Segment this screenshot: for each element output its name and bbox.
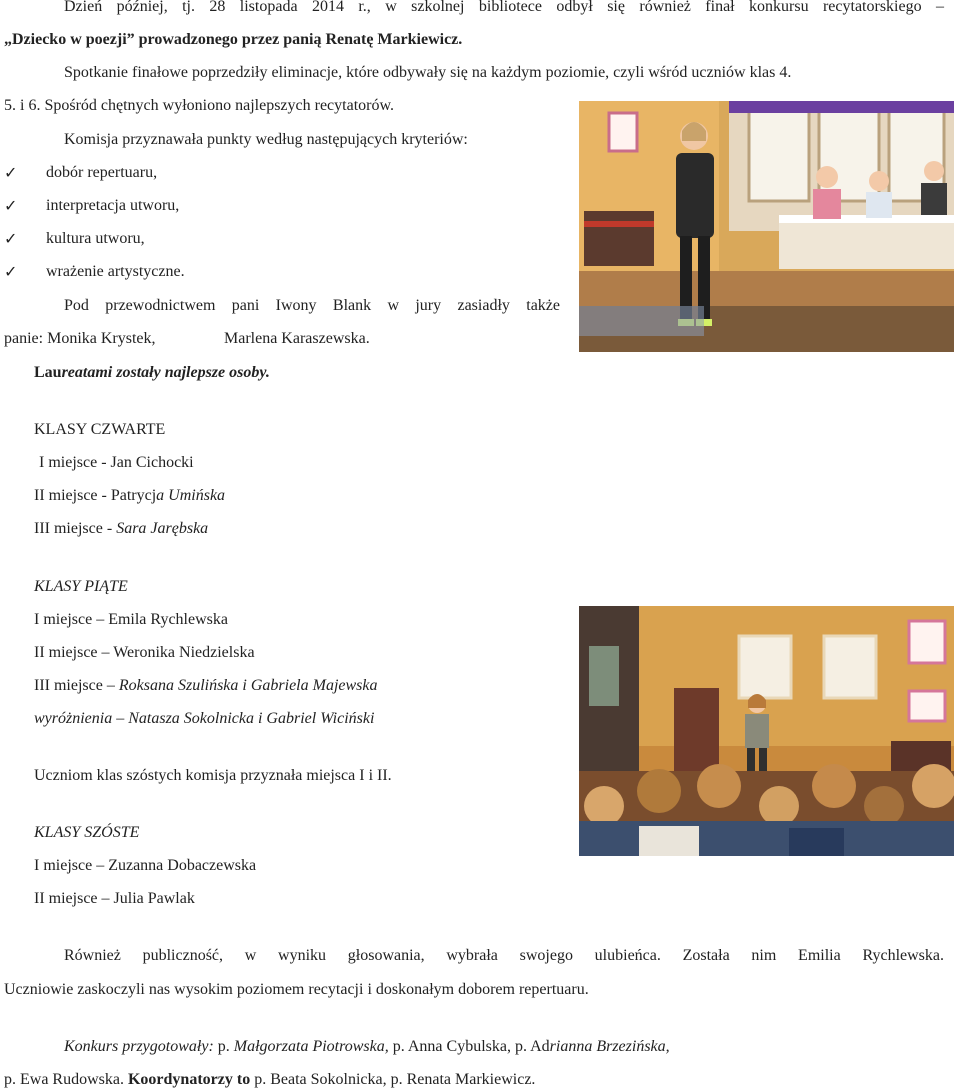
heading-klasy-szoste: KLASY SZÓSTE	[34, 824, 140, 841]
klasy5-distinctions: wyróżnienia – Natasza Sokolnicka i Gabriel Wiciński	[34, 710, 375, 727]
jury-line-2b: Marlena Karaszewska.	[224, 330, 370, 347]
klasy5-place-2: II miejsce – Weronika Niedzielska	[34, 644, 255, 661]
klasy4-place-3-a: III miejsce -	[34, 520, 117, 537]
credits-line-1	[64, 1037, 670, 1057]
klasy4-place-1: I miejsce - Jan Cichocki	[39, 454, 194, 471]
klasy5-place-1: I miejsce – Emila Rychlewska	[34, 611, 228, 628]
note-klasy-szoste: Uczniom klas szóstych komisja przyznała miejsca I i II.	[34, 767, 392, 784]
intro-line-4: 5. i 6. Spośród chętnych wyłoniono najlepszych recytatorów.	[4, 97, 394, 114]
criteria-item: wrażenie artystyczne.	[46, 263, 185, 280]
photo-recitation-audience	[579, 606, 954, 856]
credits-name-3: rianna Brzezińska,	[549, 1038, 670, 1055]
jury-line-1: Pod przewodnictwem pani Iwony Blank w jury zasiadły także	[64, 297, 560, 314]
heading-klasy-piate: KLASY PIĄTE	[34, 578, 128, 595]
checkmark-icon: ✓	[4, 163, 18, 182]
klasy4-place-2	[34, 486, 225, 506]
klasy5-place-3	[34, 676, 378, 696]
klasy6-place-1: I miejsce – Zuzanna Dobaczewska	[34, 857, 257, 874]
intro-line-3: Spotkanie finałowe poprzedziły eliminacje, które odbywały się na każdym poziomie, czyli wśród uczniów klas 4.	[64, 64, 792, 81]
credits-line-2	[4, 1070, 535, 1090]
klasy4-place-2-b: a Umińska	[156, 487, 226, 504]
checkmark-icon: ✓	[4, 196, 18, 215]
credits-names-2: p. Anna Cybulska, p. Ad	[388, 1038, 550, 1055]
heading-klasy-czwarte: KLASY CZWARTE	[34, 421, 166, 438]
laureates-line	[34, 363, 270, 383]
credits-coordinators-label: Koordynatorzy to	[127, 1071, 251, 1088]
intro-line-5: Komisja przyznawała punkty według następujących kryteriów:	[64, 131, 468, 148]
laureates-bold: Lau	[34, 364, 62, 381]
credits-sep-1: p.	[213, 1038, 234, 1055]
audience-line-1: Również publiczność, w wyniku głosowania, wybrała swojego ulubieńca. Została nim Emilia Rychlewska.	[64, 947, 944, 964]
klasy5-place-3-a: III miejsce –	[34, 677, 119, 694]
credits-name-4: p. Ewa Rudowska.	[4, 1071, 128, 1088]
intro-line-1: Dzień później, tj. 28 listopada 2014 r., w szkolnej bibliotece odbył się również finał konkursu recytatorskiego –	[64, 0, 944, 15]
criteria-item: interpretacja utworu,	[46, 197, 180, 214]
klasy5-place-3-b: Roksana Szulińska i Gabriela Majewska	[118, 677, 378, 694]
checkmark-icon: ✓	[4, 229, 18, 248]
credits-name-1: Małgorzata Piotrowska,	[233, 1038, 389, 1055]
audience-line-2: Uczniowie zaskoczyli nas wysokim poziomem recytacji i doskonałym doborem repertuaru.	[4, 981, 589, 998]
credits-coordinators: p. Beata Sokolnicka, p. Renata Markiewicz.	[250, 1071, 536, 1088]
klasy4-place-3-b: Sara Jarębska	[116, 520, 209, 537]
jury-line-2a: panie: Monika Krystek,	[4, 330, 156, 347]
photo-recitation-jury	[579, 101, 954, 352]
klasy4-place-3	[34, 519, 208, 539]
checkmark-icon: ✓	[4, 262, 18, 281]
klasy4-place-2-a: II miejsce - Patrycj	[34, 487, 157, 504]
intro-line-2: „Dziecko w poezji” prowadzonego przez panią Renatę Markiewicz.	[4, 31, 463, 48]
laureates-italic: reatami zostały najlepsze osoby.	[61, 364, 270, 381]
criteria-item: dobór repertuaru,	[46, 164, 158, 181]
credits-prepared-label: Konkurs przygotowały:	[64, 1038, 214, 1055]
criteria-item: kultura utworu,	[46, 230, 145, 247]
klasy6-place-2: II miejsce – Julia Pawlak	[34, 890, 195, 907]
